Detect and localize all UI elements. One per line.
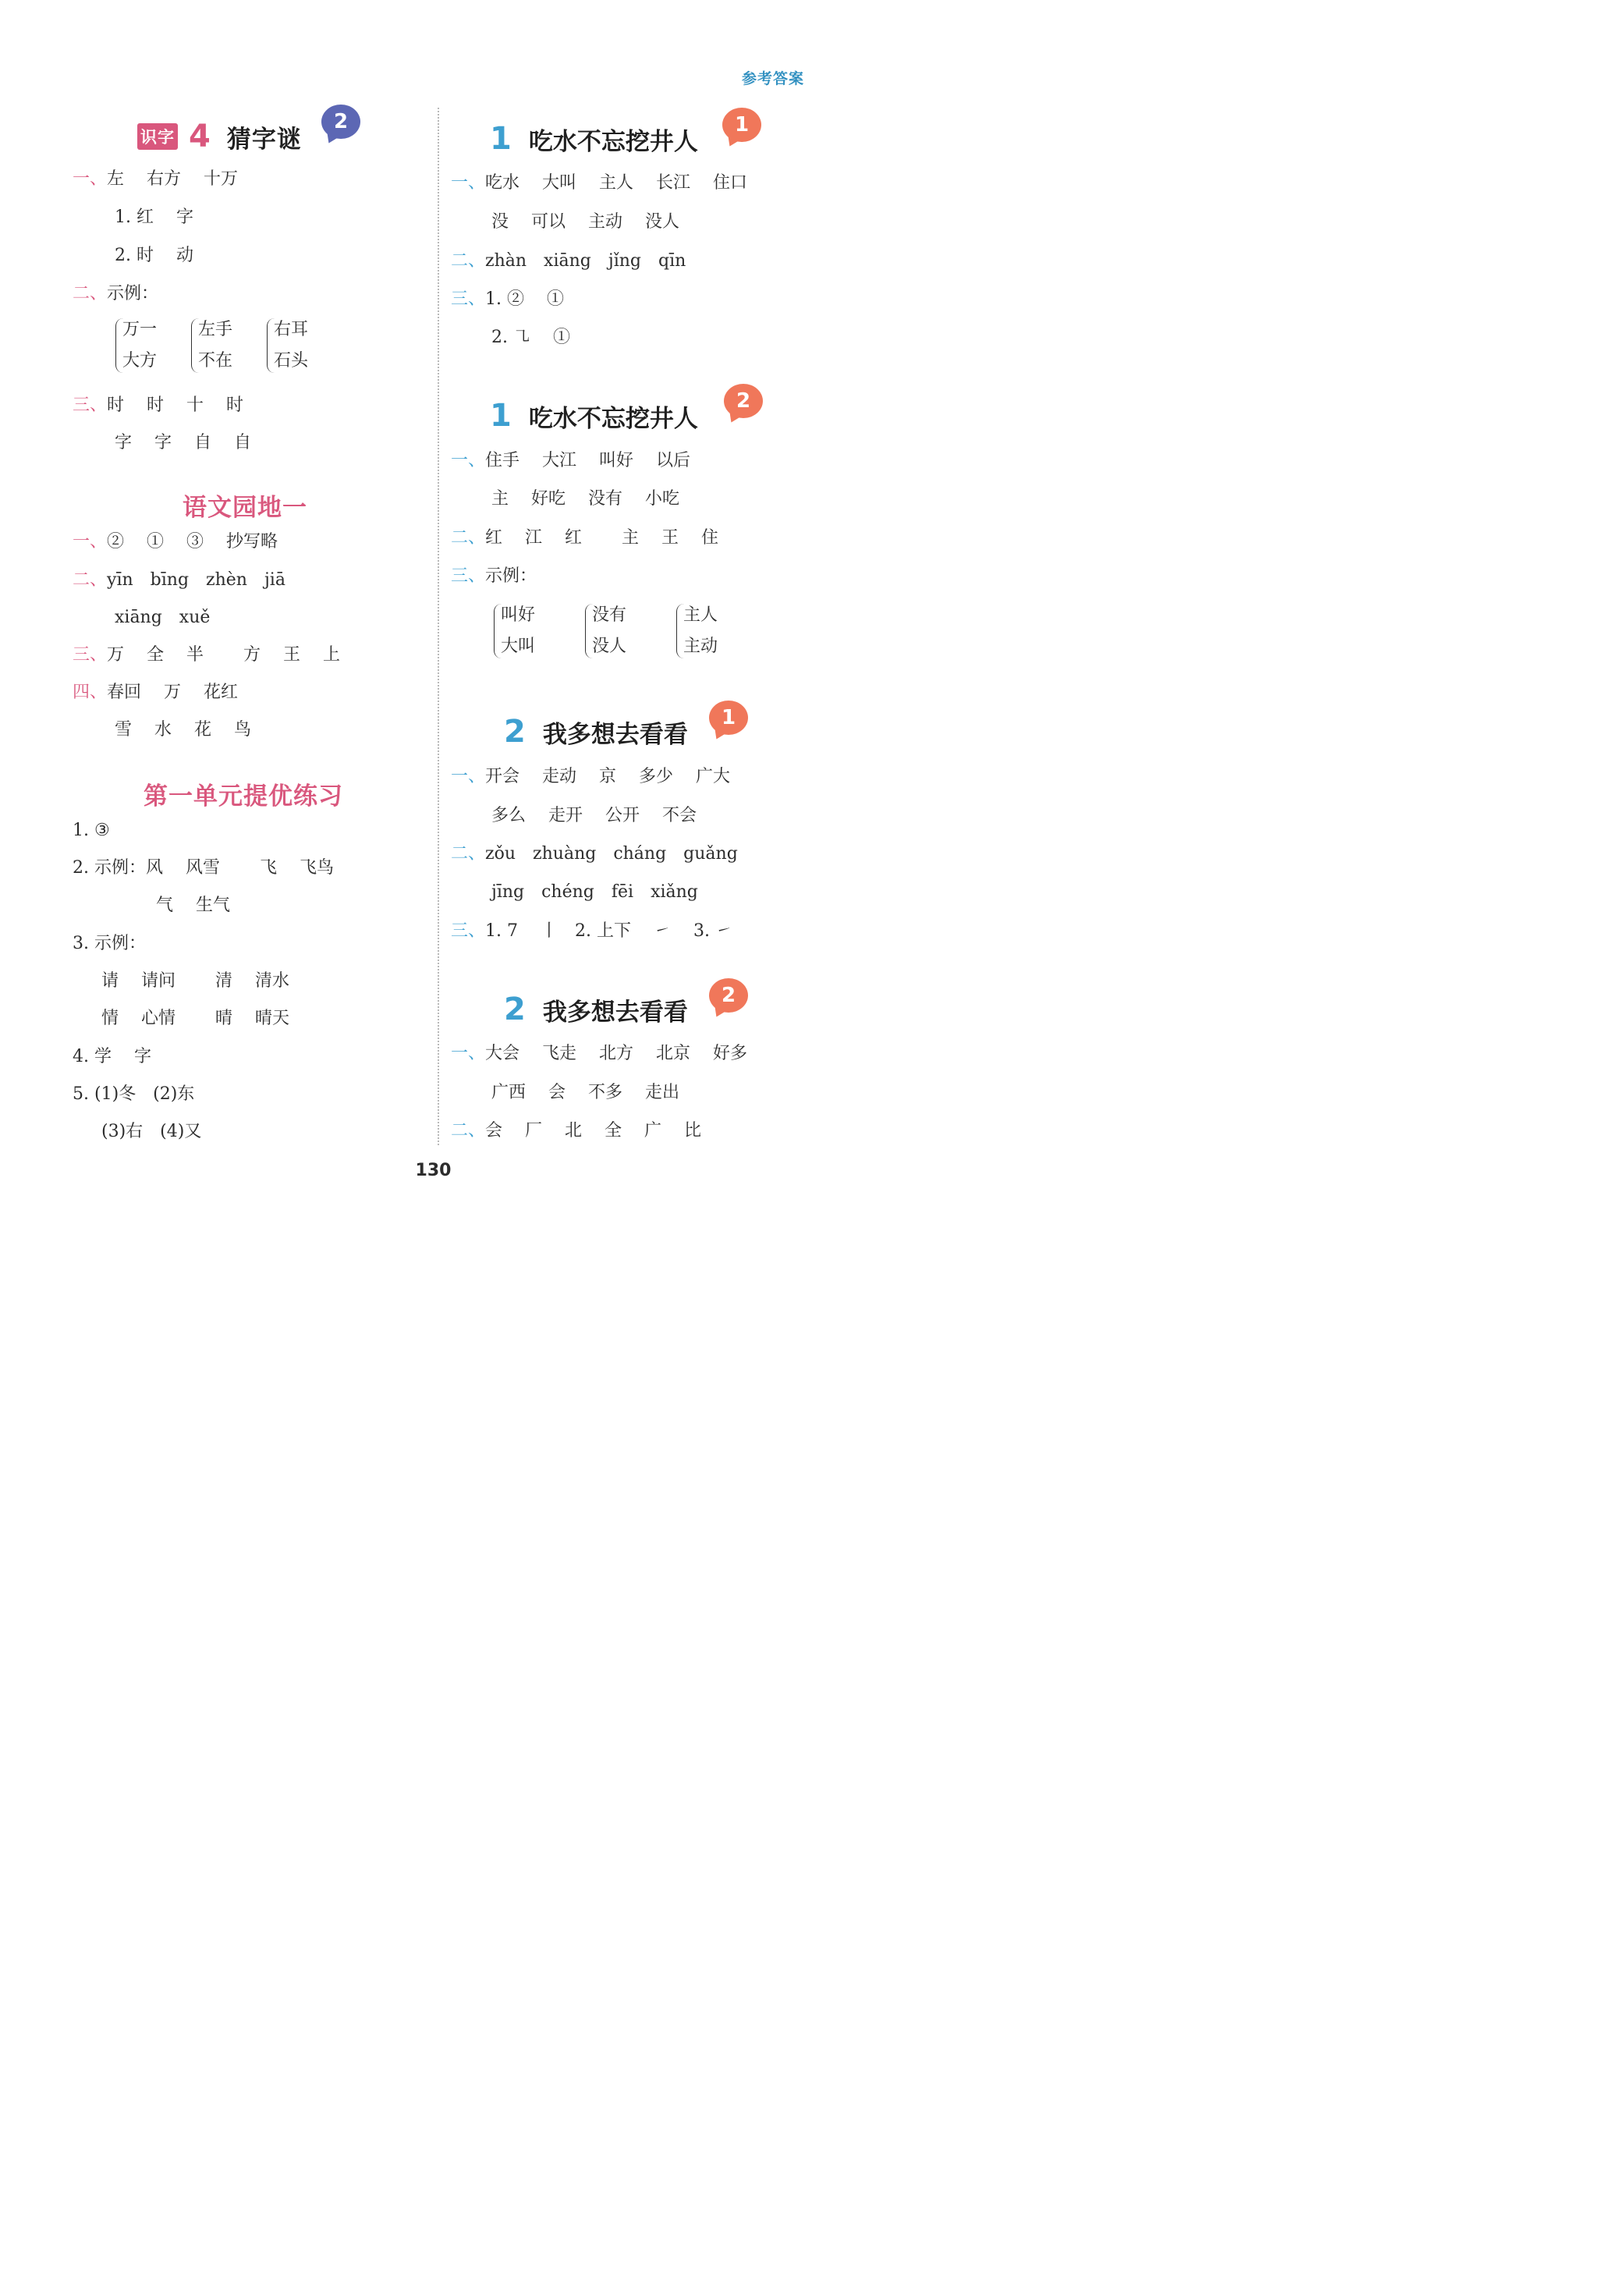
answer-line <box>73 168 238 191</box>
answer-line <box>451 565 537 588</box>
question-mark: 一、 <box>451 767 486 786</box>
brace-word: 万一 <box>122 320 158 339</box>
answer-line: jīng chéng fēi xiǎng <box>491 882 698 902</box>
brace-word: 没有 <box>592 605 627 625</box>
brace-word: 叫好 <box>501 605 536 625</box>
header-tag: 参考答案 <box>741 70 804 87</box>
answer-line <box>73 681 238 704</box>
answer-line: 2. 示例：风 风雪 飞 飞鸟 <box>73 858 334 878</box>
question-mark: 三、 <box>451 289 486 309</box>
exercise-badge: 1 <box>722 108 761 142</box>
question-mark: 一、 <box>73 169 108 189</box>
section-title-lesson1-a <box>490 121 698 157</box>
exercise-badge: 2 <box>724 384 763 418</box>
brace-word: 大方 <box>122 351 158 371</box>
lesson-title: 吃水不忘挖井人 <box>528 127 698 156</box>
word-brace <box>267 318 308 373</box>
lesson-number: 1 <box>490 121 512 157</box>
word-brace <box>494 604 535 658</box>
lesson-number: 2 <box>504 992 526 1027</box>
answer-line: 1. 红 字 <box>115 208 193 227</box>
answer-line <box>451 449 690 473</box>
answer-line: xiāng xuě <box>115 608 211 627</box>
question-mark: 三、 <box>73 645 108 665</box>
question-mark: 三、 <box>451 921 486 941</box>
question-mark: 二、 <box>73 284 108 303</box>
brace-word: 主人 <box>683 605 718 625</box>
answer-line: 字 字 自 自 <box>115 433 251 452</box>
answer-line: 情 心情 晴 晴天 <box>101 1009 289 1028</box>
section-title-tiyou: 第一单元提优练习 <box>144 782 343 811</box>
answer-line: 多么 走开 公开 不会 <box>491 806 697 825</box>
answer-text: 吃水 大叫 主人 长江 住口 <box>485 173 747 193</box>
brace-word: 右耳 <box>274 320 309 339</box>
word-brace <box>585 604 626 658</box>
brace-word: 大叫 <box>501 637 536 656</box>
question-mark: 三、 <box>451 566 486 586</box>
shizi-tag: 识字 <box>137 123 178 150</box>
lesson-number: 2 <box>504 714 526 750</box>
section-title-shizi4 <box>137 119 302 154</box>
answer-text: 1. 7 丨 2. 上下 ㇀ 3. ㇀ <box>485 921 732 941</box>
answer-text: 1. ② ① <box>485 289 564 309</box>
question-mark: 二、 <box>451 1121 486 1141</box>
answer-text: 时 时 十 时 <box>107 396 243 415</box>
exercise-badge: 2 <box>321 105 360 139</box>
word-brace-group <box>115 318 342 373</box>
lesson-title: 我多想去看看 <box>542 998 688 1027</box>
section-title-yuwenyuandi: 语文园地一 <box>183 494 307 522</box>
question-mark: 二、 <box>451 528 486 548</box>
answer-line <box>451 288 564 311</box>
answer-line <box>451 765 730 789</box>
word-brace <box>191 318 232 373</box>
answer-text: zhàn xiāng jǐng qīn <box>485 251 686 271</box>
answer-text: 大会 飞走 北方 北京 好多 <box>485 1044 747 1063</box>
brace-word: 不在 <box>198 351 233 371</box>
lesson-title: 猜字谜 <box>226 125 302 154</box>
answer-line <box>73 282 158 306</box>
answer-line <box>451 1119 701 1143</box>
answer-line <box>451 250 686 273</box>
answer-line: 4. 学 字 <box>73 1047 151 1066</box>
answer-text: 会 厂 北 全 广 比 <box>485 1121 701 1141</box>
answer-text: zǒu zhuàng cháng guǎng <box>485 844 738 864</box>
word-brace <box>676 604 718 658</box>
section-title-lesson2-a <box>504 714 688 750</box>
answer-line: 气 生气 <box>156 896 230 915</box>
question-mark: 二、 <box>451 844 486 864</box>
answer-line: 请 请问 清 清水 <box>101 971 289 991</box>
column-divider <box>438 108 439 1145</box>
section-title-lesson1-b <box>490 398 698 434</box>
word-brace <box>115 318 157 373</box>
page-number: 130 <box>415 1161 452 1180</box>
exercise-badge: 2 <box>709 978 748 1013</box>
answer-line <box>451 527 718 550</box>
answer-line <box>73 644 340 667</box>
question-mark: 二、 <box>451 251 486 271</box>
answer-line: 雪 水 花 鸟 <box>115 720 251 740</box>
answer-line: 3. 示例： <box>73 934 146 953</box>
answer-text: 红 江 红 主 王 住 <box>485 528 718 548</box>
question-mark: 三、 <box>73 396 108 415</box>
question-mark: 一、 <box>451 451 486 470</box>
answer-line <box>73 569 285 592</box>
answer-line: 1. ③ <box>73 821 110 840</box>
answer-line: (3)右 (4)又 <box>101 1122 202 1141</box>
answer-line <box>451 920 732 943</box>
answer-line: 5. (1)冬 (2)东 <box>73 1084 195 1104</box>
section-title-lesson2-b <box>504 992 688 1027</box>
answer-line <box>451 172 747 195</box>
answer-text: 住手 大江 叫好 以后 <box>485 451 690 470</box>
answer-text: 示例： <box>107 284 159 303</box>
answer-text: yīn bīng zhèn jiā <box>107 570 285 590</box>
brace-word: 左手 <box>198 320 233 339</box>
question-mark: 一、 <box>451 173 486 193</box>
answer-line: 主 好吃 没有 小吃 <box>491 489 679 509</box>
brace-word: 没人 <box>592 637 627 656</box>
answer-line <box>451 1042 747 1066</box>
exercise-badge: 1 <box>709 701 748 735</box>
answer-line <box>451 843 738 866</box>
answer-text: 示例： <box>485 566 537 586</box>
word-brace-group <box>494 604 752 658</box>
lesson-title: 我多想去看看 <box>542 720 688 749</box>
lesson-number: 4 <box>189 119 211 154</box>
answer-text: 万 全 半 方 王 上 <box>107 645 340 665</box>
question-mark: 一、 <box>451 1044 486 1063</box>
answer-line <box>73 394 243 417</box>
brace-word: 主动 <box>683 637 718 656</box>
brace-word: 石头 <box>274 351 309 371</box>
question-mark: 一、 <box>73 532 108 552</box>
answer-line <box>73 530 278 554</box>
question-mark: 二、 <box>73 570 108 590</box>
answer-line: 2. 时 动 <box>115 246 193 265</box>
answer-text: ② ① ③ 抄写略 <box>107 532 278 552</box>
question-mark: 四、 <box>73 683 108 702</box>
answer-text: 开会 走动 京 多少 广大 <box>485 767 730 786</box>
lesson-title: 吃水不忘挖井人 <box>528 404 698 433</box>
answer-line: 没 可以 主动 没人 <box>491 212 679 232</box>
answer-text: 左 右方 十万 <box>107 169 239 189</box>
answer-line: 2. ㇈ ① <box>491 328 570 347</box>
lesson-number: 1 <box>490 398 512 434</box>
answer-text: 春回 万 花红 <box>107 683 239 702</box>
answer-page <box>0 0 867 1219</box>
answer-line: 广西 会 不多 走出 <box>491 1083 679 1102</box>
